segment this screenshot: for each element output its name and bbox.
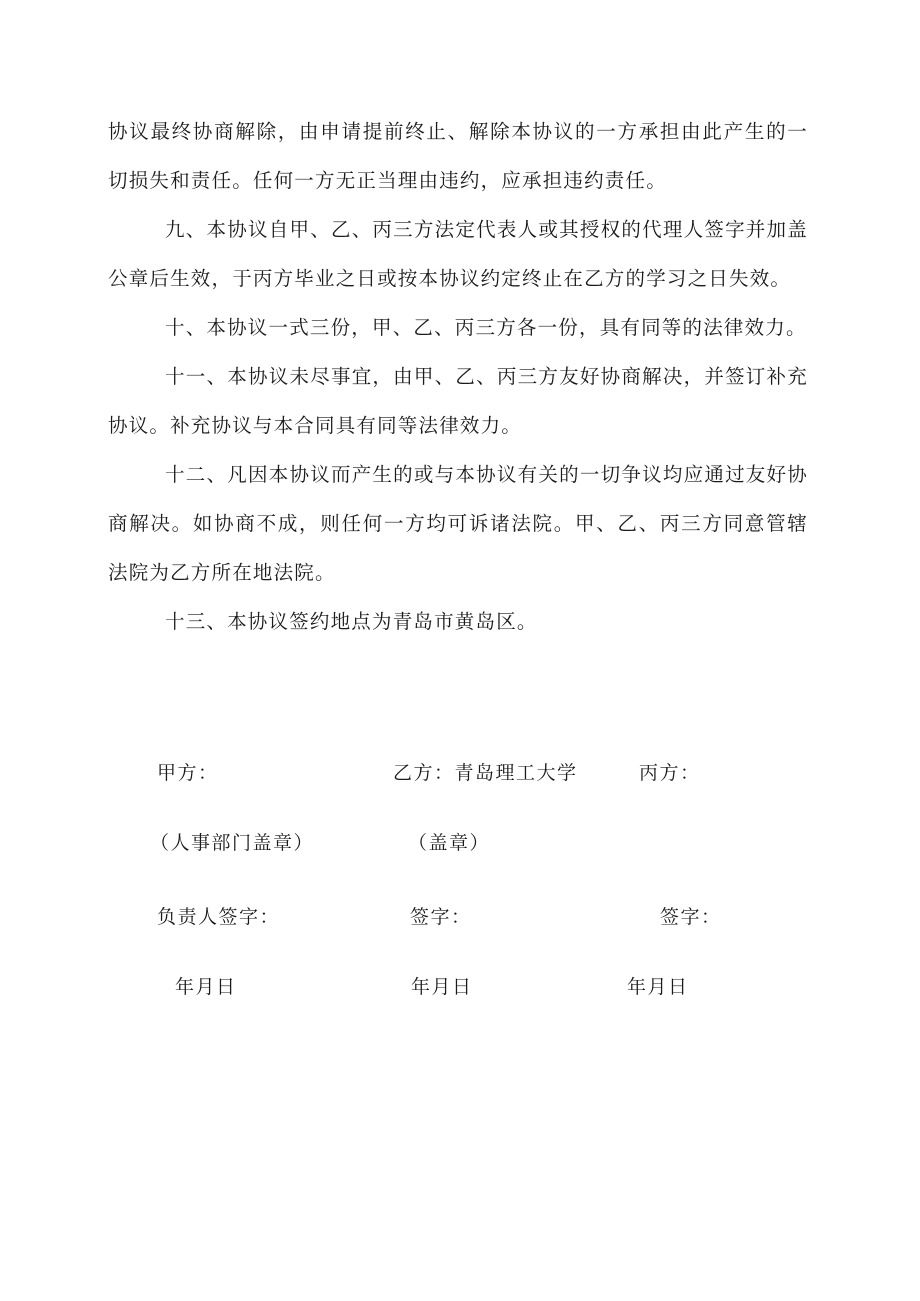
clause-13: 十三、本协议签约地点为青岛市黄岛区。 <box>165 610 538 633</box>
clause-9: 九、本协议自甲、乙、丙三方法定代表人或其授权的代理人签字并加盖公章后生效，于丙方毕业之日或按本协议约定终止在乙方的学习之日失效。 <box>108 218 808 290</box>
party-b-seal: （盖章） <box>408 832 491 854</box>
party-a-date: 年月日 <box>175 976 237 998</box>
party-b-signature: 签字： <box>410 906 472 928</box>
party-b-date: 年月日 <box>411 976 473 998</box>
clause-continuation: 协议最终协商解除，由申请提前终止、解除本协议的一方承担由此产生的一切损失和责任。任何一方无正当理由违约，应承担违约责任。 <box>108 120 808 192</box>
party-a-signature: 负责人签字： <box>157 906 281 928</box>
clause-10: 十、本协议一式三份，甲、乙、丙三方各一份，具有同等的法律效力。 <box>165 316 807 339</box>
party-c-signature: 签字： <box>660 906 722 928</box>
party-b-label: 乙方：青岛理工大学 <box>393 762 578 784</box>
party-a-label: 甲方： <box>157 762 219 784</box>
party-a-seal: （人事部门盖章） <box>150 832 315 854</box>
party-c-label: 丙方： <box>639 762 701 784</box>
clause-11: 十一、本协议未尽事宜，由甲、乙、丙三方友好协商解决，并签订补充协议。补充协议与本合同具有同等法律效力。 <box>108 365 808 437</box>
party-c-date: 年月日 <box>627 976 689 998</box>
clause-12: 十二、凡因本协议而产生的或与本协议有关的一切争议均应通过友好协商解决。如协商不成，则任何一方均可诉诸法院。甲、乙、丙三方同意管辖法院为乙方所在地法院。 <box>108 463 808 584</box>
